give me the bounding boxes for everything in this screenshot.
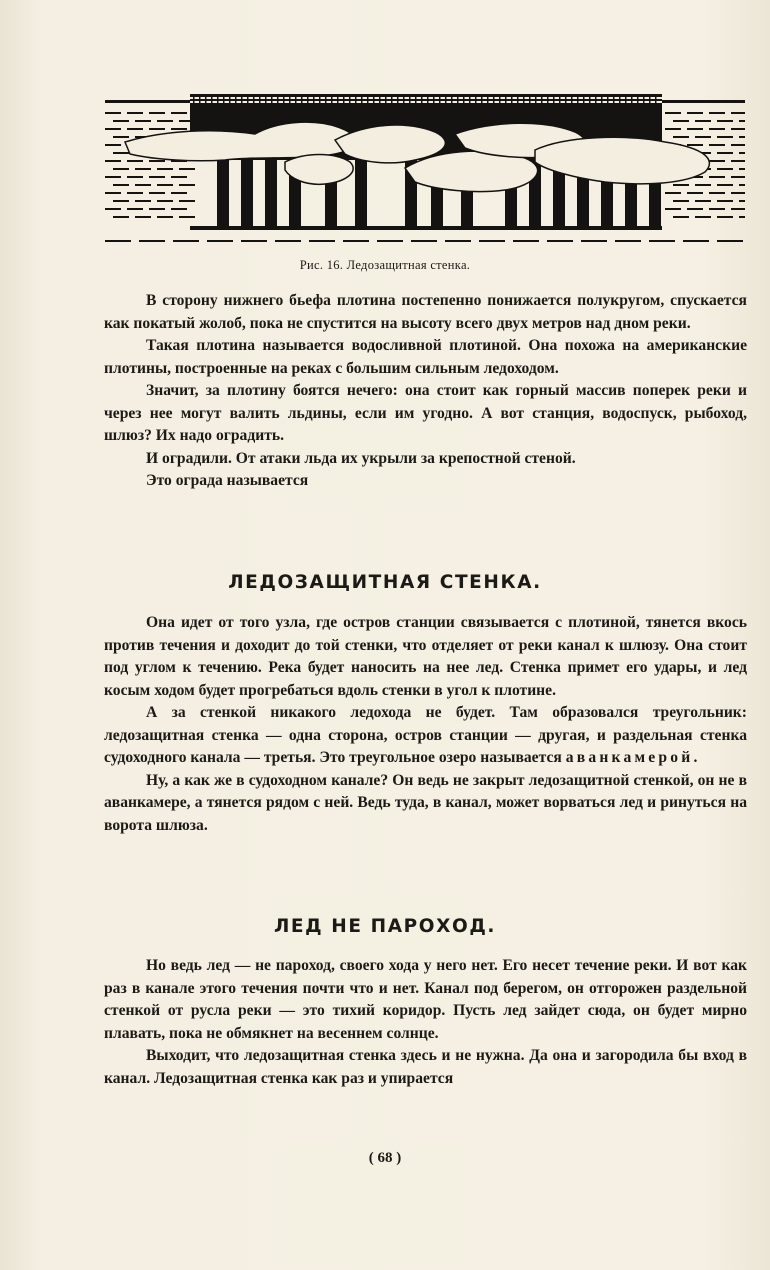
paragraph: Ну, а как же в судоходном канале? Он ведь не закрыт ледозащитной стенкой, он не в аванкамере, а тянется рядом с ней. Ведь туда, в канал, может ворваться лед и ринуться на ворота шлюза. <box>104 771 747 834</box>
paragraph: Но ведь лед — не пароход, своего хода у него нет. Его несет течение реки. И вот как раз в канале этого течения почти что и нет. Канал под берегом, он отгорожен раздельной стенкой от русла реки — это тихий коридор. Пусть лед зайдет сюда, он будет мирно плавать, пока не обмякнет на весеннем солнце. <box>104 957 747 1042</box>
paragraph: И оградили. От атаки льда их укрыли за крепостной стеной. <box>146 449 576 467</box>
section1-text <box>104 612 747 837</box>
text-run: . <box>693 749 698 766</box>
term-avankamera: аванкамерой <box>565 749 694 766</box>
paragraph: Значит, за плотину боятся нечего: она стоит как горный массив поперек реки и через нее могут валить льдины, если им угодно. А вот станция, водоспуск, рыбоход, шлюз? Их надо оградить. <box>104 382 747 444</box>
intro-text <box>104 290 747 493</box>
page-number: ( 68 ) <box>368 1150 402 1166</box>
paragraph <box>104 702 747 770</box>
text-run: А за стенкой никакого ледохода не будет. Там образовался треугольник: ледозащитная стенка — одна сторона, остров станции — другая, и раздельная стенка судоходного канала — третья. Это треугольное озеро называется <box>104 704 747 766</box>
paragraph: Она идет от того узла, где остров станции связывается с плотиной, тянется вкось против течения и доходит до той стенки, что отделяет от реки канал к шлюзу. Она стоит под углом к течению. Река будет наносить на нее лед. Стенка примет его удары, и лед косым ходом будет прогребаться вдоль стенки в угол к плотине. <box>104 614 747 699</box>
section-heading: ЛЕДОЗАЩИТНАЯ СТЕНКА. <box>228 572 542 593</box>
section2-text <box>104 955 747 1090</box>
paragraph: Такая плотина называется водосливной плотиной. Она похожа на американские плотины, построенные на реках с большим сильным ледоходом. <box>104 337 747 377</box>
paragraph: В сторону нижнего бьефа плотина постепенно понижается полукругом, спускается как покатый жолоб, пока не спустится на высоту всего двух метров над дном реки. <box>104 292 747 332</box>
section-heading: ЛЕД НЕ ПАРОХОД. <box>273 916 497 937</box>
figure-caption: Рис. 16. Ледозащитная стенка. <box>299 258 471 272</box>
paragraph: Это ограда называется <box>146 472 309 489</box>
paragraph: Выходит, что ледозащитная стенка здесь и не нужна. Да она и загородила бы вход в канал. Ледозащитная стенка как раз и упирается <box>104 1047 747 1087</box>
ice-wall-illustration <box>105 90 745 250</box>
